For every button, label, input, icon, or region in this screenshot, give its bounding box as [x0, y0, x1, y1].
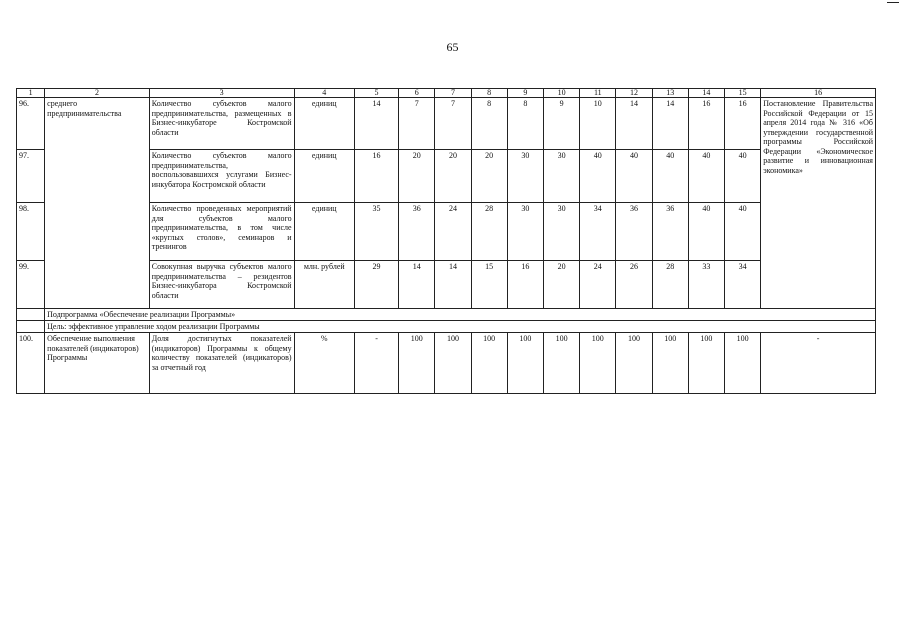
indicator-name: Количество проведенных мероприятий для субъектов малого предпринимательства, в том числе «круглых столов», семинаров и тренингов — [149, 203, 294, 261]
value-cell: 36 — [616, 203, 652, 261]
value-cell: 40 — [688, 150, 724, 203]
value-cell: 100 — [725, 333, 761, 394]
value-cell: 14 — [435, 261, 471, 309]
value-cell: 10 — [580, 98, 616, 150]
header-cell: 16 — [761, 89, 876, 98]
value-cell: 33 — [688, 261, 724, 309]
value-cell: 16 — [725, 98, 761, 150]
value-cell: 20 — [435, 150, 471, 203]
value-cell: 100 — [688, 333, 724, 394]
row-number: 100. — [17, 333, 45, 394]
value-cell: 100 — [543, 333, 579, 394]
goal-row — [17, 321, 876, 333]
value-cell: 28 — [471, 203, 507, 261]
basis-cell: Постановление Правительства Российской Федерации от 15 апреля 2014 года № 316 «Об утверждении государственной программы Российской Федерации «Экономическое развитие и инновационная экономика» — [761, 98, 876, 309]
value-cell: 14 — [399, 261, 435, 309]
indicator-name: Количество субъектов малого предпринимательства, воспользовавшихся услугами Бизнес-инкубатора Костромской области — [149, 150, 294, 203]
value-cell: 40 — [616, 150, 652, 203]
corner-mark — [887, 2, 899, 3]
header-cell: 8 — [471, 89, 507, 98]
value-cell: 34 — [725, 261, 761, 309]
goal-title: Цель: эффективное управление ходом реализации Программы — [45, 321, 876, 333]
group-label-cell: среднего предпринимательства — [45, 98, 150, 309]
value-cell: 20 — [543, 261, 579, 309]
header-row — [17, 89, 876, 98]
header-cell: 15 — [725, 89, 761, 98]
header-cell: 13 — [652, 89, 688, 98]
value-cell: 35 — [354, 203, 398, 261]
group-label-cell: Обеспечение выполнения показателей (индикаторов) Программы — [45, 333, 150, 394]
value-cell: 40 — [580, 150, 616, 203]
value-cell: 100 — [471, 333, 507, 394]
value-cell: 30 — [543, 150, 579, 203]
basis-cell: - — [761, 333, 876, 394]
value-cell: 7 — [435, 98, 471, 150]
header-cell: 7 — [435, 89, 471, 98]
value-cell: 15 — [471, 261, 507, 309]
value-cell: 40 — [688, 203, 724, 261]
value-cell: 26 — [616, 261, 652, 309]
table-row — [17, 98, 876, 150]
indicators-table — [16, 88, 876, 394]
page-number: 65 — [446, 40, 459, 54]
value-cell: 36 — [652, 203, 688, 261]
header-cell: 5 — [354, 89, 398, 98]
value-cell: 100 — [652, 333, 688, 394]
value-cell: 30 — [543, 203, 579, 261]
header-cell: 1 — [17, 89, 45, 98]
header-cell: 12 — [616, 89, 652, 98]
value-cell: 24 — [580, 261, 616, 309]
header-cell: 11 — [580, 89, 616, 98]
value-cell: 20 — [399, 150, 435, 203]
value-cell: 30 — [507, 203, 543, 261]
indicator-name: Доля достигнутых показателей (индикаторов) Программы к общему количеству показателей (индикаторов) за отчетный год — [149, 333, 294, 394]
row-number: 96. — [17, 98, 45, 150]
value-cell: 8 — [471, 98, 507, 150]
header-cell: 9 — [507, 89, 543, 98]
value-cell: 40 — [725, 150, 761, 203]
value-cell: 14 — [354, 98, 398, 150]
unit-cell: единиц — [294, 203, 354, 261]
value-cell: - — [354, 333, 398, 394]
unit-cell: % — [294, 333, 354, 394]
indicator-name: Количество субъектов малого предпринимательства, размещенных в Бизнес-инкубаторе Костромской области — [149, 98, 294, 150]
value-cell: 40 — [725, 203, 761, 261]
value-cell: 14 — [616, 98, 652, 150]
value-cell: 16 — [507, 261, 543, 309]
header-cell: 10 — [543, 89, 579, 98]
value-cell: 34 — [580, 203, 616, 261]
table-row — [17, 333, 876, 394]
row-number: 98. — [17, 203, 45, 261]
value-cell: 14 — [652, 98, 688, 150]
value-cell: 100 — [435, 333, 471, 394]
unit-cell: млн. рублей — [294, 261, 354, 309]
value-cell: 9 — [543, 98, 579, 150]
header-cell: 14 — [688, 89, 724, 98]
value-cell: 30 — [507, 150, 543, 203]
subprogram-row — [17, 309, 876, 321]
value-cell: 24 — [435, 203, 471, 261]
unit-cell: единиц — [294, 150, 354, 203]
header-cell: 4 — [294, 89, 354, 98]
value-cell: 8 — [507, 98, 543, 150]
subprogram-title: Подпрограмма «Обеспечение реализации Программы» — [45, 309, 876, 321]
value-cell: 16 — [354, 150, 398, 203]
value-cell: 29 — [354, 261, 398, 309]
header-cell: 6 — [399, 89, 435, 98]
value-cell: 40 — [652, 150, 688, 203]
unit-cell: единиц — [294, 98, 354, 150]
header-cell: 3 — [149, 89, 294, 98]
value-cell: 100 — [580, 333, 616, 394]
value-cell: 20 — [471, 150, 507, 203]
value-cell: 28 — [652, 261, 688, 309]
value-cell: 36 — [399, 203, 435, 261]
value-cell: 7 — [399, 98, 435, 150]
row-number: 99. — [17, 261, 45, 309]
row-number: 97. — [17, 150, 45, 203]
value-cell: 100 — [616, 333, 652, 394]
empty-cell — [17, 309, 45, 321]
value-cell: 16 — [688, 98, 724, 150]
value-cell: 100 — [399, 333, 435, 394]
empty-cell — [17, 321, 45, 333]
header-cell: 2 — [45, 89, 150, 98]
indicator-name: Совокупная выручка субъектов малого предпринимательства – резидентов Бизнес-инкубатора Костромской области — [149, 261, 294, 309]
value-cell: 100 — [507, 333, 543, 394]
